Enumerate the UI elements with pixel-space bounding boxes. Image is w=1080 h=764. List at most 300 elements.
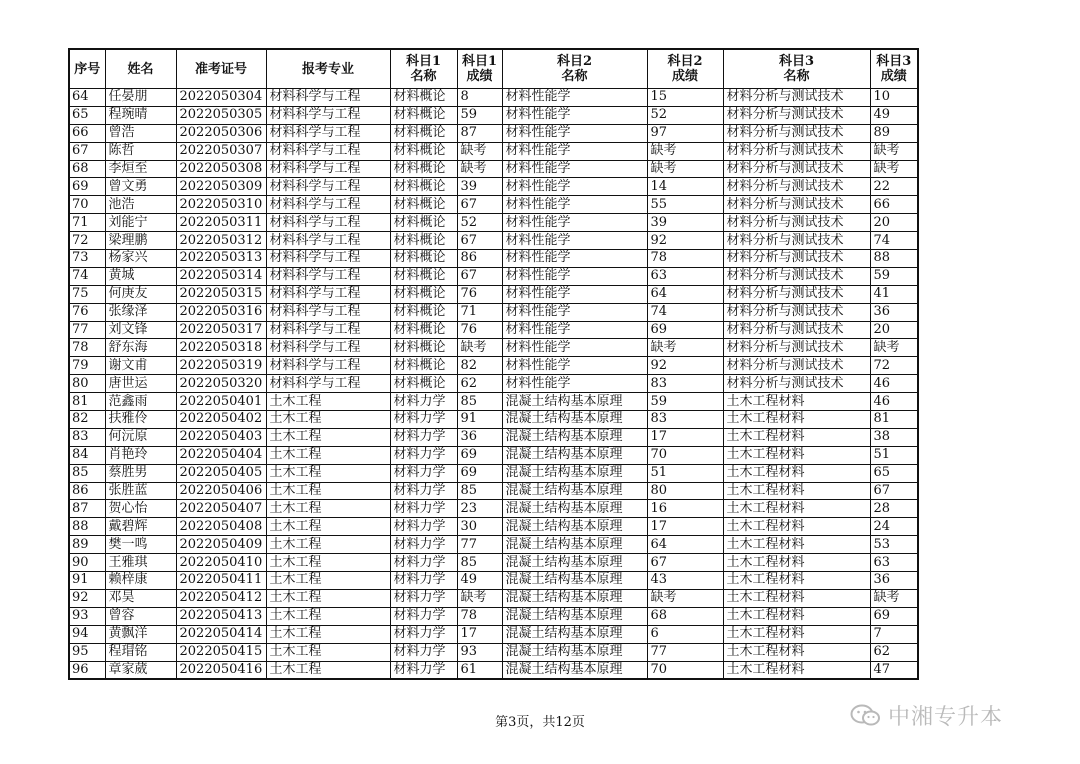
- cell-subject3-name: 材料分析与测试技术: [723, 196, 870, 214]
- table-row: [69, 607, 918, 625]
- cell-subject1-name: 材料力学: [390, 428, 457, 446]
- cell-subject3-name: 材料分析与测试技术: [723, 285, 870, 303]
- cell-exam-id: 2022050412: [176, 589, 266, 607]
- cell-subject1-name: 材料概论: [390, 267, 457, 285]
- cell-subject3-name: 土木工程材料: [723, 536, 870, 554]
- cell-subject2-name: 材料性能学: [502, 89, 647, 107]
- cell-subject1-name: 材料力学: [390, 643, 457, 661]
- cell-index: 69: [69, 178, 105, 196]
- cell-major: 材料科学与工程: [266, 178, 390, 196]
- cell-subject2-score: 64: [647, 285, 723, 303]
- cell-subject3-score: 51: [870, 446, 918, 464]
- cell-subject2-name: 材料性能学: [502, 196, 647, 214]
- table-row: [69, 160, 918, 178]
- table-row: [69, 643, 918, 661]
- cell-exam-id: 2022050316: [176, 303, 266, 321]
- cell-subject2-name: 材料性能学: [502, 321, 647, 339]
- cell-name: 曾文勇: [105, 178, 176, 196]
- cell-subject1-score: 76: [457, 321, 502, 339]
- table-body: [69, 89, 918, 680]
- col-header-subject2-score: 科目2 成绩: [647, 49, 723, 89]
- cell-exam-id: 2022050312: [176, 232, 266, 250]
- cell-subject1-score: 67: [457, 267, 502, 285]
- cell-subject1-name: 材料概论: [390, 285, 457, 303]
- cell-subject2-name: 混凝土结构基本原理: [502, 607, 647, 625]
- cell-subject3-name: 材料分析与测试技术: [723, 357, 870, 375]
- cell-name: 王雅琪: [105, 554, 176, 572]
- cell-subject2-score: 15: [647, 89, 723, 107]
- cell-subject1-name: 材料概论: [390, 303, 457, 321]
- cell-subject3-score: 67: [870, 482, 918, 500]
- cell-exam-id: 2022050319: [176, 357, 266, 375]
- table-row: [69, 89, 918, 107]
- cell-subject3-name: 土木工程材料: [723, 411, 870, 429]
- cell-name: 蔡胜男: [105, 464, 176, 482]
- cell-exam-id: 2022050407: [176, 500, 266, 518]
- cell-index: 75: [69, 285, 105, 303]
- cell-subject1-score: 67: [457, 232, 502, 250]
- table-row: [69, 124, 918, 142]
- cell-subject3-score: 41: [870, 285, 918, 303]
- cell-major: 土木工程: [266, 518, 390, 536]
- cell-name: 何庚友: [105, 285, 176, 303]
- cell-subject1-score: 91: [457, 411, 502, 429]
- cell-subject3-name: 土木工程材料: [723, 518, 870, 536]
- col-header-name: 姓名: [105, 49, 176, 89]
- cell-subject2-score: 92: [647, 357, 723, 375]
- cell-major: 土木工程: [266, 589, 390, 607]
- cell-subject3-name: 土木工程材料: [723, 572, 870, 590]
- cell-index: 74: [69, 267, 105, 285]
- table-row: [69, 446, 918, 464]
- cell-exam-id: 2022050309: [176, 178, 266, 196]
- cell-subject1-score: 69: [457, 446, 502, 464]
- cell-index: 70: [69, 196, 105, 214]
- header-row: [69, 49, 918, 89]
- cell-exam-id: 2022050305: [176, 106, 266, 124]
- cell-exam-id: 2022050409: [176, 536, 266, 554]
- cell-subject3-score: 缺考: [870, 589, 918, 607]
- table-row: [69, 589, 918, 607]
- cell-exam-id: 2022050404: [176, 446, 266, 464]
- cell-major: 土木工程: [266, 393, 390, 411]
- cell-subject2-name: 材料性能学: [502, 160, 647, 178]
- cell-subject1-score: 23: [457, 500, 502, 518]
- cell-subject1-score: 67: [457, 196, 502, 214]
- cell-subject1-name: 材料概论: [390, 250, 457, 268]
- cell-subject3-name: 土木工程材料: [723, 482, 870, 500]
- cell-subject2-name: 混凝土结构基本原理: [502, 464, 647, 482]
- cell-exam-id: 2022050402: [176, 411, 266, 429]
- table-row: [69, 375, 918, 393]
- cell-subject3-name: 材料分析与测试技术: [723, 303, 870, 321]
- cell-subject2-score: 17: [647, 428, 723, 446]
- wechat-icon: [850, 703, 882, 729]
- cell-subject2-score: 68: [647, 607, 723, 625]
- cell-subject2-score: 51: [647, 464, 723, 482]
- cell-subject3-name: 土木工程材料: [723, 500, 870, 518]
- cell-exam-id: 2022050315: [176, 285, 266, 303]
- cell-index: 80: [69, 375, 105, 393]
- cell-index: 89: [69, 536, 105, 554]
- cell-subject2-score: 6: [647, 625, 723, 643]
- cell-exam-id: 2022050406: [176, 482, 266, 500]
- cell-subject3-score: 63: [870, 554, 918, 572]
- cell-subject1-score: 缺考: [457, 160, 502, 178]
- cell-name: 戴碧辉: [105, 518, 176, 536]
- cell-index: 96: [69, 661, 105, 679]
- cell-subject2-name: 混凝土结构基本原理: [502, 589, 647, 607]
- cell-subject2-name: 混凝土结构基本原理: [502, 554, 647, 572]
- cell-subject1-name: 材料力学: [390, 482, 457, 500]
- cell-subject2-name: 材料性能学: [502, 250, 647, 268]
- cell-index: 81: [69, 393, 105, 411]
- cell-index: 65: [69, 106, 105, 124]
- cell-subject1-name: 材料力学: [390, 625, 457, 643]
- cell-subject2-name: 材料性能学: [502, 339, 647, 357]
- cell-name: 池浩: [105, 196, 176, 214]
- cell-name: 谢文甫: [105, 357, 176, 375]
- table-row: [69, 428, 918, 446]
- cell-exam-id: 2022050413: [176, 607, 266, 625]
- cell-subject2-score: 缺考: [647, 142, 723, 160]
- cell-exam-id: 2022050308: [176, 160, 266, 178]
- cell-index: 66: [69, 124, 105, 142]
- cell-name: 程瑁铭: [105, 643, 176, 661]
- cell-index: 72: [69, 232, 105, 250]
- cell-subject2-score: 77: [647, 643, 723, 661]
- cell-name: 刘文锋: [105, 321, 176, 339]
- cell-exam-id: 2022050314: [176, 267, 266, 285]
- cell-subject1-score: 76: [457, 285, 502, 303]
- cell-subject2-name: 混凝土结构基本原理: [502, 518, 647, 536]
- cell-subject1-score: 59: [457, 106, 502, 124]
- cell-subject2-score: 63: [647, 267, 723, 285]
- table-row: [69, 250, 918, 268]
- cell-subject3-score: 89: [870, 124, 918, 142]
- cell-exam-id: 2022050318: [176, 339, 266, 357]
- cell-subject3-name: 材料分析与测试技术: [723, 178, 870, 196]
- cell-index: 68: [69, 160, 105, 178]
- cell-subject1-score: 39: [457, 178, 502, 196]
- cell-subject1-name: 材料概论: [390, 142, 457, 160]
- table-row: [69, 339, 918, 357]
- cell-name: 张胜蓝: [105, 482, 176, 500]
- table-row: [69, 500, 918, 518]
- cell-major: 土木工程: [266, 464, 390, 482]
- cell-exam-id: 2022050313: [176, 250, 266, 268]
- cell-index: 94: [69, 625, 105, 643]
- cell-major: 材料科学与工程: [266, 214, 390, 232]
- cell-subject3-score: 53: [870, 536, 918, 554]
- cell-exam-id: 2022050410: [176, 554, 266, 572]
- cell-subject1-score: 52: [457, 214, 502, 232]
- cell-subject3-score: 62: [870, 643, 918, 661]
- cell-subject3-score: 28: [870, 500, 918, 518]
- cell-subject1-name: 材料概论: [390, 321, 457, 339]
- cell-subject1-name: 材料概论: [390, 160, 457, 178]
- cell-subject3-name: 土木工程材料: [723, 554, 870, 572]
- cell-index: 91: [69, 572, 105, 590]
- cell-name: 黄城: [105, 267, 176, 285]
- cell-subject2-score: 43: [647, 572, 723, 590]
- cell-subject2-name: 混凝土结构基本原理: [502, 446, 647, 464]
- cell-subject1-score: 缺考: [457, 142, 502, 160]
- cell-subject2-score: 59: [647, 393, 723, 411]
- cell-subject1-name: 材料力学: [390, 411, 457, 429]
- cell-subject3-name: 土木工程材料: [723, 464, 870, 482]
- cell-major: 材料科学与工程: [266, 160, 390, 178]
- cell-subject3-name: 土木工程材料: [723, 446, 870, 464]
- cell-subject1-score: 8: [457, 89, 502, 107]
- cell-subject2-name: 材料性能学: [502, 214, 647, 232]
- cell-name: 曾容: [105, 607, 176, 625]
- cell-name: 赖梓康: [105, 572, 176, 590]
- cell-subject2-score: 69: [647, 321, 723, 339]
- cell-subject2-score: 缺考: [647, 339, 723, 357]
- cell-subject3-name: 材料分析与测试技术: [723, 250, 870, 268]
- cell-name: 张缘泽: [105, 303, 176, 321]
- cell-name: 刘能宁: [105, 214, 176, 232]
- cell-subject2-score: 缺考: [647, 589, 723, 607]
- cell-subject3-score: 66: [870, 196, 918, 214]
- cell-name: 任晏朋: [105, 89, 176, 107]
- cell-name: 黄飘洋: [105, 625, 176, 643]
- col-header-subject3-score: 科目3 成绩: [870, 49, 918, 89]
- cell-major: 土木工程: [266, 572, 390, 590]
- cell-subject2-name: 混凝土结构基本原理: [502, 500, 647, 518]
- cell-subject3-name: 材料分析与测试技术: [723, 267, 870, 285]
- cell-subject3-score: 46: [870, 393, 918, 411]
- cell-subject2-score: 14: [647, 178, 723, 196]
- cell-index: 79: [69, 357, 105, 375]
- cell-exam-id: 2022050414: [176, 625, 266, 643]
- table-row: [69, 554, 918, 572]
- cell-major: 材料科学与工程: [266, 232, 390, 250]
- cell-subject3-name: 材料分析与测试技术: [723, 214, 870, 232]
- cell-subject1-score: 62: [457, 375, 502, 393]
- cell-subject3-score: 24: [870, 518, 918, 536]
- cell-subject3-name: 材料分析与测试技术: [723, 124, 870, 142]
- cell-subject2-name: 混凝土结构基本原理: [502, 411, 647, 429]
- cell-name: 樊一鸣: [105, 536, 176, 554]
- cell-exam-id: 2022050304: [176, 89, 266, 107]
- cell-name: 何沅原: [105, 428, 176, 446]
- table-row: [69, 303, 918, 321]
- cell-major: 材料科学与工程: [266, 267, 390, 285]
- cell-subject1-name: 材料概论: [390, 89, 457, 107]
- cell-subject2-name: 材料性能学: [502, 124, 647, 142]
- cell-major: 材料科学与工程: [266, 124, 390, 142]
- cell-name: 范鑫雨: [105, 393, 176, 411]
- table-row: [69, 214, 918, 232]
- cell-major: 土木工程: [266, 446, 390, 464]
- cell-exam-id: 2022050408: [176, 518, 266, 536]
- cell-subject3-score: 65: [870, 464, 918, 482]
- cell-subject2-score: 74: [647, 303, 723, 321]
- cell-subject1-score: 49: [457, 572, 502, 590]
- cell-index: 85: [69, 464, 105, 482]
- cell-name: 舒东海: [105, 339, 176, 357]
- cell-index: 64: [69, 89, 105, 107]
- cell-subject3-score: 22: [870, 178, 918, 196]
- cell-subject2-score: 83: [647, 411, 723, 429]
- cell-subject1-name: 材料力学: [390, 464, 457, 482]
- cell-major: 土木工程: [266, 607, 390, 625]
- cell-major: 材料科学与工程: [266, 339, 390, 357]
- cell-major: 土木工程: [266, 643, 390, 661]
- cell-subject1-name: 材料力学: [390, 607, 457, 625]
- cell-subject1-score: 87: [457, 124, 502, 142]
- cell-subject3-name: 材料分析与测试技术: [723, 375, 870, 393]
- cell-subject3-score: 74: [870, 232, 918, 250]
- cell-subject1-score: 36: [457, 428, 502, 446]
- cell-subject1-score: 17: [457, 625, 502, 643]
- cell-subject2-score: 83: [647, 375, 723, 393]
- table-row: [69, 661, 918, 679]
- cell-name: 唐世运: [105, 375, 176, 393]
- cell-subject3-score: 36: [870, 303, 918, 321]
- cell-subject1-name: 材料概论: [390, 232, 457, 250]
- cell-exam-id: 2022050311: [176, 214, 266, 232]
- cell-major: 材料科学与工程: [266, 285, 390, 303]
- cell-exam-id: 2022050401: [176, 393, 266, 411]
- watermark-text: 中湘专升本: [888, 705, 1004, 730]
- cell-index: 88: [69, 518, 105, 536]
- cell-exam-id: 2022050310: [176, 196, 266, 214]
- cell-exam-id: 2022050317: [176, 321, 266, 339]
- cell-exam-id: 2022050405: [176, 464, 266, 482]
- cell-name: 章家葳: [105, 661, 176, 679]
- cell-subject3-score: 47: [870, 661, 918, 679]
- cell-index: 92: [69, 589, 105, 607]
- cell-subject2-score: 67: [647, 554, 723, 572]
- cell-exam-id: 2022050411: [176, 572, 266, 590]
- score-sheet: [68, 48, 919, 680]
- page-number: 第3页，共12页: [495, 715, 585, 730]
- cell-subject3-score: 20: [870, 214, 918, 232]
- table-row: [69, 482, 918, 500]
- cell-subject2-name: 混凝土结构基本原理: [502, 572, 647, 590]
- cell-major: 土木工程: [266, 411, 390, 429]
- col-header-major: 报考专业: [266, 49, 390, 89]
- cell-exam-id: 2022050307: [176, 142, 266, 160]
- table-row: [69, 285, 918, 303]
- cell-subject1-name: 材料力学: [390, 518, 457, 536]
- table-row: [69, 518, 918, 536]
- cell-index: 87: [69, 500, 105, 518]
- cell-subject1-name: 材料力学: [390, 661, 457, 679]
- cell-index: 76: [69, 303, 105, 321]
- cell-subject3-name: 土木工程材料: [723, 589, 870, 607]
- cell-name: 曾浩: [105, 124, 176, 142]
- cell-subject2-name: 材料性能学: [502, 106, 647, 124]
- col-header-subject3-name: 科目3 名称: [723, 49, 870, 89]
- cell-subject2-name: 材料性能学: [502, 375, 647, 393]
- table-row: [69, 393, 918, 411]
- cell-subject1-score: 85: [457, 482, 502, 500]
- cell-subject2-score: 97: [647, 124, 723, 142]
- cell-subject3-score: 36: [870, 572, 918, 590]
- score-table: [68, 48, 919, 680]
- table-row: [69, 321, 918, 339]
- cell-name: 李烜至: [105, 160, 176, 178]
- col-header-subject1-score: 科目1 成绩: [457, 49, 502, 89]
- cell-name: 程琬晴: [105, 106, 176, 124]
- cell-subject1-name: 材料力学: [390, 500, 457, 518]
- cell-subject1-score: 82: [457, 357, 502, 375]
- cell-exam-id: 2022050415: [176, 643, 266, 661]
- cell-subject2-name: 材料性能学: [502, 357, 647, 375]
- cell-subject2-score: 70: [647, 446, 723, 464]
- table-row: [69, 267, 918, 285]
- cell-subject1-name: 材料力学: [390, 393, 457, 411]
- cell-subject2-score: 92: [647, 232, 723, 250]
- table-row: [69, 357, 918, 375]
- cell-major: 土木工程: [266, 482, 390, 500]
- cell-subject2-name: 材料性能学: [502, 285, 647, 303]
- watermark: [850, 700, 1003, 731]
- cell-subject2-score: 70: [647, 661, 723, 679]
- cell-subject3-name: 土木工程材料: [723, 661, 870, 679]
- cell-major: 土木工程: [266, 536, 390, 554]
- cell-subject2-score: 64: [647, 536, 723, 554]
- cell-subject3-score: 缺考: [870, 142, 918, 160]
- cell-major: 土木工程: [266, 500, 390, 518]
- cell-name: 陈哲: [105, 142, 176, 160]
- cell-subject3-name: 材料分析与测试技术: [723, 142, 870, 160]
- cell-subject3-name: 材料分析与测试技术: [723, 106, 870, 124]
- cell-subject3-name: 材料分析与测试技术: [723, 339, 870, 357]
- cell-subject1-name: 材料概论: [390, 124, 457, 142]
- col-header-index: 序号: [69, 49, 105, 89]
- cell-subject1-name: 材料力学: [390, 536, 457, 554]
- cell-subject1-score: 61: [457, 661, 502, 679]
- cell-subject2-name: 混凝土结构基本原理: [502, 625, 647, 643]
- cell-subject2-score: 缺考: [647, 160, 723, 178]
- cell-subject1-name: 材料概论: [390, 357, 457, 375]
- cell-index: 86: [69, 482, 105, 500]
- cell-major: 材料科学与工程: [266, 375, 390, 393]
- cell-major: 材料科学与工程: [266, 250, 390, 268]
- cell-subject2-name: 材料性能学: [502, 142, 647, 160]
- cell-subject3-name: 土木工程材料: [723, 607, 870, 625]
- cell-name: 梁理鹏: [105, 232, 176, 250]
- cell-subject2-score: 16: [647, 500, 723, 518]
- cell-subject2-name: 混凝土结构基本原理: [502, 482, 647, 500]
- cell-subject2-score: 78: [647, 250, 723, 268]
- col-header-subject1-name: 科目1 名称: [390, 49, 457, 89]
- cell-major: 土木工程: [266, 625, 390, 643]
- cell-subject2-score: 80: [647, 482, 723, 500]
- cell-subject3-name: 土木工程材料: [723, 428, 870, 446]
- cell-index: 90: [69, 554, 105, 572]
- table-row: [69, 411, 918, 429]
- table-row: [69, 106, 918, 124]
- cell-subject1-name: 材料概论: [390, 106, 457, 124]
- cell-subject3-name: 土木工程材料: [723, 625, 870, 643]
- cell-name: 邓昊: [105, 589, 176, 607]
- cell-subject1-name: 材料概论: [390, 339, 457, 357]
- cell-subject1-name: 材料力学: [390, 572, 457, 590]
- col-header-subject2-name: 科目2 名称: [502, 49, 647, 89]
- col-header-exam-id: 准考证号: [176, 49, 266, 89]
- table-row: [69, 464, 918, 482]
- cell-subject3-score: 88: [870, 250, 918, 268]
- cell-index: 73: [69, 250, 105, 268]
- cell-subject2-score: 17: [647, 518, 723, 536]
- cell-subject2-score: 39: [647, 214, 723, 232]
